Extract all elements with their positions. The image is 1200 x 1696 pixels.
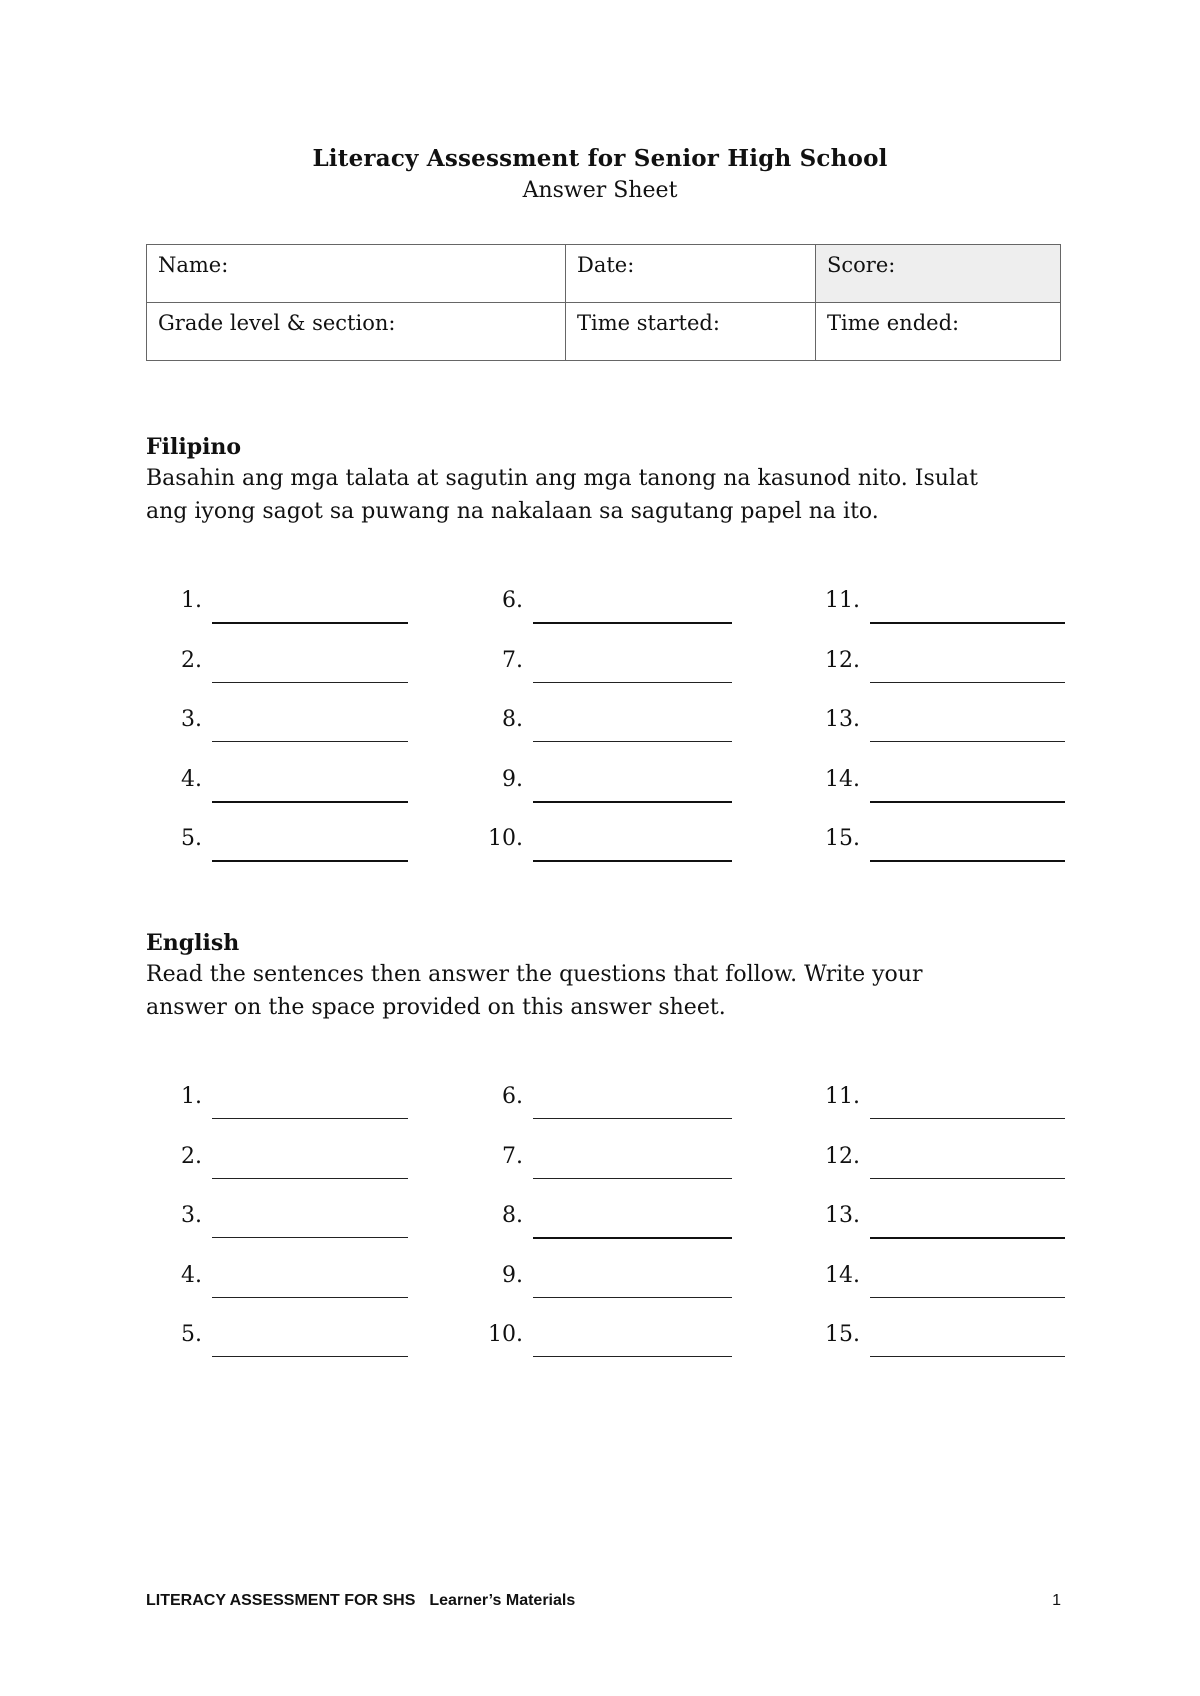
item-number: 15. — [825, 1322, 860, 1347]
item-number: 10. — [488, 826, 523, 851]
answer-blank[interactable] — [870, 1332, 1065, 1357]
item-number: 2. — [181, 648, 202, 673]
item-number: 9. — [502, 1263, 523, 1288]
item-number: 1. — [181, 588, 202, 613]
answer-blank[interactable] — [870, 1154, 1065, 1179]
answer-blank[interactable] — [870, 1094, 1065, 1119]
item-number: 1. — [181, 1084, 202, 1109]
answer-item — [0, 826, 860, 866]
grade-section-field[interactable]: Grade level & section: — [147, 303, 566, 361]
answer-blank[interactable] — [870, 1213, 1065, 1239]
answer-item — [0, 767, 860, 807]
item-number: 4. — [181, 1263, 202, 1288]
answer-blank[interactable] — [870, 658, 1065, 683]
time-ended-field[interactable]: Time ended: — [816, 303, 1061, 361]
item-number: 7. — [502, 648, 523, 673]
page-number: 1 — [1052, 1592, 1061, 1609]
answer-item — [0, 1084, 860, 1124]
item-number: 11. — [825, 588, 860, 613]
item-number: 15. — [825, 826, 860, 851]
item-number: 12. — [825, 1144, 860, 1169]
item-number: 11. — [825, 1084, 860, 1109]
item-number: 2. — [181, 1144, 202, 1169]
info-row — [147, 245, 1061, 303]
footer-title — [146, 1592, 575, 1610]
instructions-line: answer on the space provided on this answer sheet. — [146, 995, 726, 1020]
instructions-line: Read the sentences then answer the questions that follow. Write your — [146, 962, 923, 987]
item-number: 12. — [825, 648, 860, 673]
learner-info-table — [146, 244, 1061, 361]
item-number: 7. — [502, 1144, 523, 1169]
section-heading-filipino: Filipino — [146, 434, 242, 460]
answer-item — [0, 1263, 860, 1303]
answer-item — [0, 1322, 860, 1362]
item-number: 9. — [502, 767, 523, 792]
answer-blank[interactable] — [870, 717, 1065, 742]
answer-item — [0, 588, 860, 628]
footer-doc-subtitle: Learner’s Materials — [429, 1592, 576, 1609]
item-number: 5. — [181, 1322, 202, 1347]
answer-item — [0, 707, 860, 747]
section-instructions-filipino — [146, 462, 1066, 528]
item-number: 13. — [825, 707, 860, 732]
item-number: 3. — [181, 1203, 202, 1228]
date-field[interactable]: Date: — [566, 245, 816, 303]
item-number: 10. — [488, 1322, 523, 1347]
item-number: 6. — [502, 588, 523, 613]
answer-item — [0, 1203, 860, 1243]
name-field[interactable]: Name: — [147, 245, 566, 303]
info-row — [147, 303, 1061, 361]
page-subtitle: Answer Sheet — [522, 178, 678, 203]
answer-blank[interactable] — [870, 1273, 1065, 1298]
footer-doc-title: LITERACY ASSESSMENT FOR SHS — [146, 1592, 416, 1609]
item-number: 5. — [181, 826, 202, 851]
instructions-line: Basahin ang mga talata at sagutin ang mga tanong na kasunod nito. Isulat — [146, 466, 978, 491]
item-number: 4. — [181, 767, 202, 792]
score-field[interactable]: Score: — [816, 245, 1061, 303]
instructions-line: ang iyong sagot sa puwang na nakalaan sa sagutang papel na ito. — [146, 499, 879, 524]
item-number: 3. — [181, 707, 202, 732]
answer-blank[interactable] — [870, 836, 1065, 862]
section-instructions-english — [146, 958, 1066, 1024]
answer-item — [0, 648, 860, 688]
answer-blank[interactable] — [870, 598, 1065, 624]
time-started-field[interactable]: Time started: — [566, 303, 816, 361]
item-number: 14. — [825, 767, 860, 792]
item-number: 8. — [502, 707, 523, 732]
item-number: 14. — [825, 1263, 860, 1288]
item-number: 8. — [502, 1203, 523, 1228]
section-heading-english: English — [146, 930, 240, 956]
page-title: Literacy Assessment for Senior High School — [312, 145, 888, 172]
answer-blank[interactable] — [870, 777, 1065, 803]
answer-grid-english — [0, 1084, 1200, 1404]
answer-grid-filipino — [0, 588, 1200, 908]
item-number: 13. — [825, 1203, 860, 1228]
answer-item — [0, 1144, 860, 1184]
item-number: 6. — [502, 1084, 523, 1109]
